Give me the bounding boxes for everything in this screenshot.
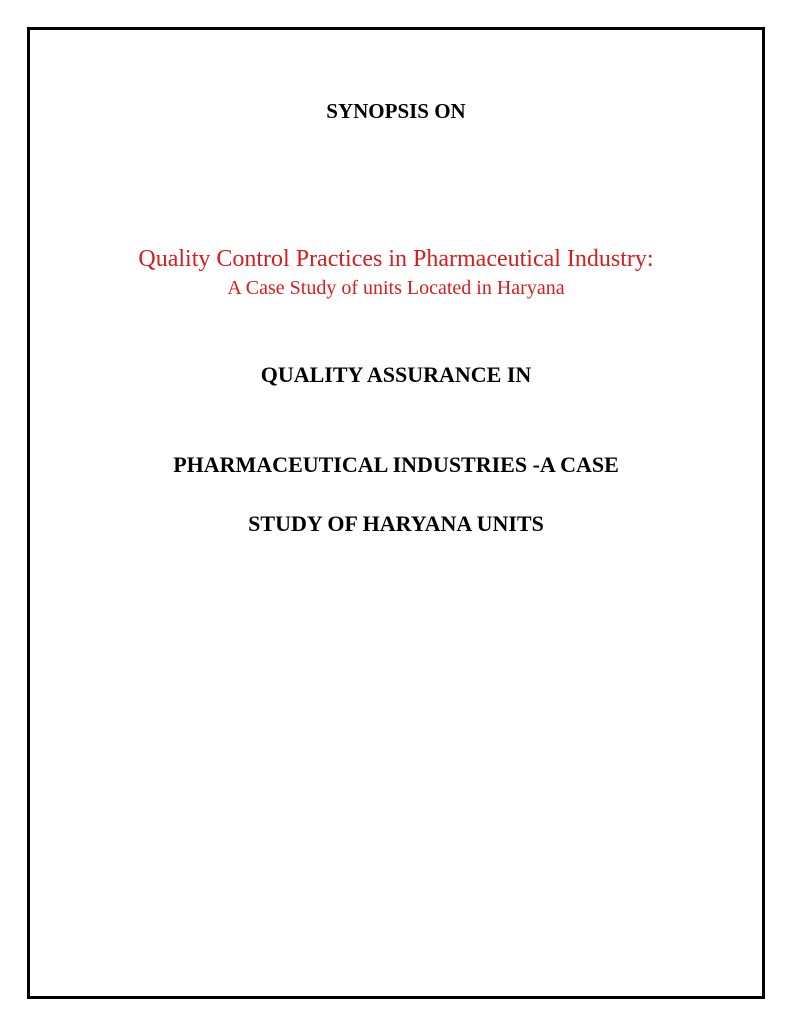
- red-subtitle: A Case Study of units Located in Haryana: [227, 277, 565, 299]
- title-line-3: STUDY OF HARYANA UNITS: [248, 511, 544, 536]
- title-line-2: PHARMACEUTICAL INDUSTRIES -A CASE: [173, 452, 619, 477]
- page-border: [27, 27, 765, 999]
- red-title: Quality Control Practices in Pharmaceutical Industry:: [138, 246, 654, 272]
- title-line-1: QUALITY ASSURANCE IN: [260, 362, 532, 387]
- synopsis-heading: SYNOPSIS ON: [326, 99, 466, 123]
